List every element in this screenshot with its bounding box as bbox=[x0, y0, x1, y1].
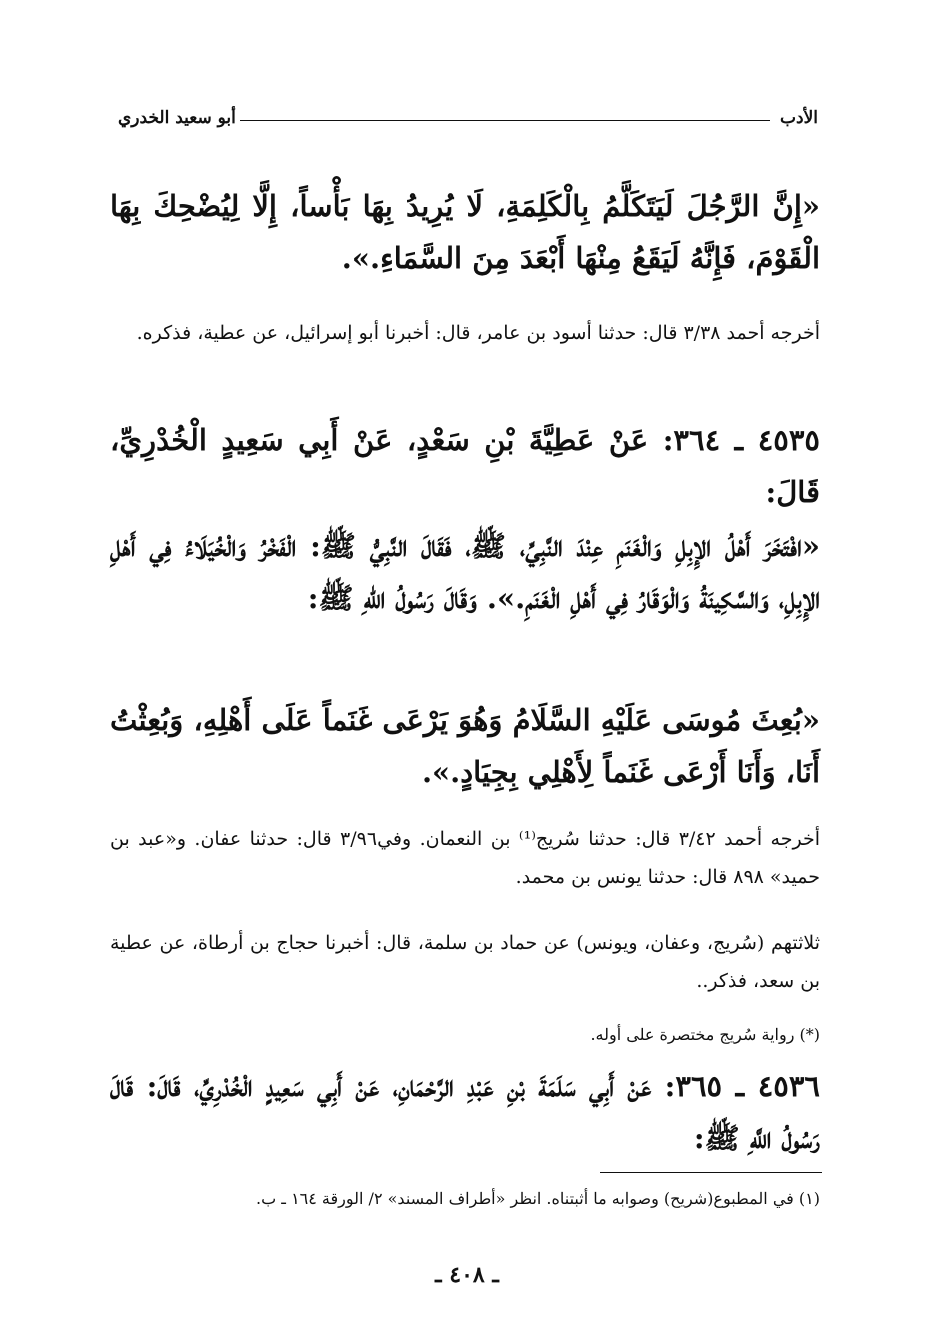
hadith-text-2: «افْتَخَرَ أَهْلُ الإِبِلِ وَالْغَنَمِ عِنْدَ النَّبِيِّ، ﷺ، فَقَالَ النَّبِيُّ ﷺ: الْفَخْرُ وَالْخُيَلَاءُ فِي أَهْلِ الإِبِلِ، وَالسَّكِينَةُ وَالْوَقَارُ فِي أَهْلِ الْغَنَمِ.». وَقَالَ رَسُولُ اللهِ ﷺ: bbox=[110, 529, 820, 615]
hadith-text-3: «بُعِثَ مُوسَى عَلَيْهِ السَّلَامُ وَهُوَ يَرْعَى غَنَماً عَلَى أَهْلِهِ، وَبُعِثْتُ أَنَا، وَأَنَا أَرْعَى غَنَماً لِأَهْلِي بِجِيَادٍ.». bbox=[110, 703, 820, 789]
source-citation-1: أخرجه أحمد ٣/٣٨ قال: حدثنا أسود بن عامر، قال: أخبرنا أبو إسرائيل، عن عطية، فذكره. bbox=[136, 322, 820, 344]
hadith-text-1: «إِنَّ الرَّجُلَ لَيَتَكَلَّمُ بِالْكَلِمَةِ، لَا يُرِيدُ بِهَا بَأْساً، إِلَّا لِيُضْحِكَ بِهَا الْقَوْمَ، فَإِنَّهُ لَيَقَعُ مِنْهَا أَبْعَدَ مِنَ السَّمَاءِ.». bbox=[110, 189, 820, 275]
hadith-heading-4536: ٤٥٣٦ ـ ٣٦٥: عَنْ أَبِي سَلَمَةَ بْنِ عَبْدِ الرَّحْمَانِ، عَنْ أَبِي سَعِيدٍ الْخُدْرِيِّ، قَالَ: قَالَ رَسُولُ اللَّهِ ﷺ: bbox=[110, 1069, 820, 1155]
hadith-heading-4535: ٤٥٣٥ ـ ٣٦٤: عَنْ عَطِيَّةَ بْنِ سَعْدٍ، عَنْ أَبِي سَعِيدٍ الْخُدْرِيِّ، قَالَ: bbox=[110, 423, 820, 509]
editor-note: (*) رواية سُريج مختصرة على أوله. bbox=[590, 1025, 820, 1044]
narrator-title: أبو سعيد الخدري bbox=[118, 108, 236, 128]
page-number: ـ ٤٠٨ ـ bbox=[435, 1262, 499, 1288]
header-rule bbox=[240, 120, 770, 121]
footnote-rule bbox=[600, 1172, 822, 1173]
source-citation-2: أخرجه أحمد ٣/٤٢ قال: حدثنا سُريج⁽¹⁾ بن النعمان. وفي٣/٩٦ قال: حدثنا عفان. و«عبد بن حميد» ٨٩٨ قال: حدثنا يونس بن محمد. bbox=[110, 828, 820, 888]
source-citation-3: ثلاثتهم (سُريج، وعفان، ويونس) عن حماد بن سلمة، قال: أخبرنا حجاج بن أرطاة، عن عطية بن سعد، فذكر.. bbox=[110, 932, 820, 992]
chapter-title: الأدب bbox=[780, 108, 818, 128]
footnote: (١) في المطبوع(شريح) وصوابه ما أثبتناه. انظر «أطراف المسند» ٢/ الورقة ١٦٤ ـ ب. bbox=[256, 1189, 820, 1208]
running-header bbox=[118, 108, 818, 134]
